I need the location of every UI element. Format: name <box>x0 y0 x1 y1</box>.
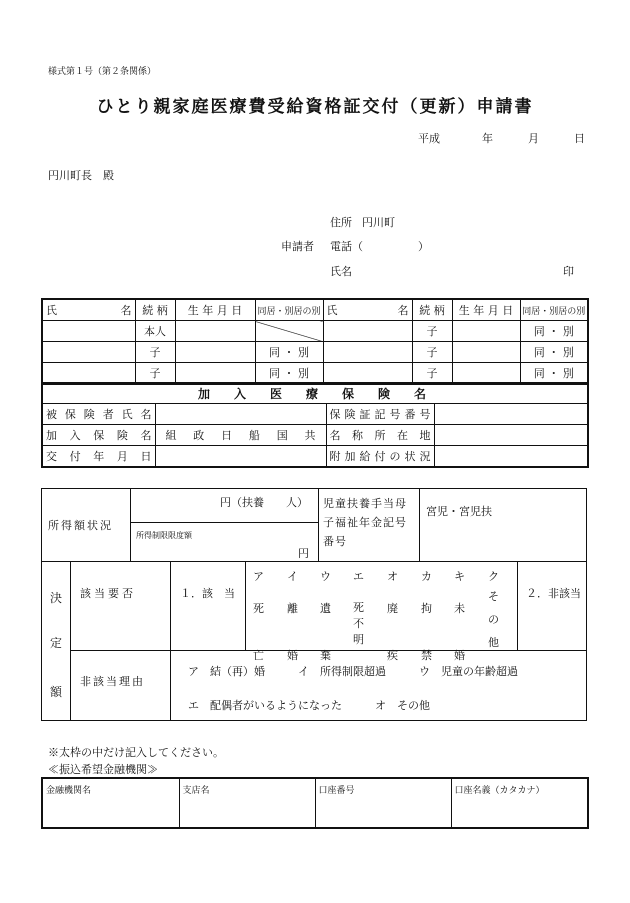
residence-cell[interactable]: 同 ・ 別 <box>520 321 588 342</box>
decision-side-label-2: 定 <box>50 636 63 650</box>
divider <box>70 561 71 721</box>
name-cell[interactable] <box>323 321 412 342</box>
category-text: 離婚 <box>287 602 298 662</box>
allowance-label: 児童扶養手当母子福祉年金記号番号 <box>323 497 407 548</box>
table-row <box>42 383 588 404</box>
issue-date-label: 交付年月日 <box>42 446 155 468</box>
reasons-line-2[interactable]: エ 配偶者がいるようになった オ その他 <box>188 699 430 712</box>
category-letter[interactable]: エ <box>353 570 364 583</box>
account-holder-field[interactable]: 口座名義（カタカナ） <box>451 778 588 828</box>
category-letter[interactable]: ア <box>253 570 264 583</box>
category-text: 未婚 <box>454 602 465 662</box>
birthdate-cell[interactable] <box>452 363 520 385</box>
date-month: 月 <box>528 132 539 145</box>
category-letter[interactable]: ク <box>488 570 499 583</box>
form-number: 様式第１号（第２条関係） <box>48 67 157 77</box>
card-number-label: 保険証記号番号 <box>326 404 434 425</box>
income-limit-yen: 円 <box>298 547 309 560</box>
issue-date-field[interactable] <box>155 446 326 468</box>
phone-field[interactable]: 電話（ ） <box>330 240 429 253</box>
divider <box>170 561 171 650</box>
decision-side-label-1: 決 <box>50 591 63 605</box>
allowance-value[interactable]: 宮児・宮児扶 <box>426 505 492 518</box>
category-text: 拘禁 <box>421 602 432 662</box>
divider <box>130 488 131 561</box>
table-row <box>42 425 588 446</box>
address-label: 住所 <box>330 216 352 229</box>
category-text: 廃疾 <box>387 602 398 662</box>
header-birthdate-2: 生 年 月 日 <box>452 299 520 321</box>
not-eligible-option[interactable]: ２．非該当 <box>526 587 581 600</box>
applicant-label: 申請者 <box>281 240 314 253</box>
eligibility-label: 該当要否 <box>80 587 136 600</box>
birthdate-cell[interactable] <box>452 321 520 342</box>
category-text: 死亡 <box>253 602 264 662</box>
header-residence-2: 同居・別居の別 <box>520 299 588 321</box>
category-letter[interactable]: キ <box>454 570 465 583</box>
extra-benefit-field[interactable] <box>434 446 588 468</box>
divider <box>170 650 171 721</box>
header-name-2: 氏 名 <box>323 299 412 321</box>
birthdate-cell[interactable] <box>175 342 255 363</box>
table-row <box>42 446 588 468</box>
date-day: 日 <box>574 132 585 145</box>
name-cell[interactable] <box>42 342 135 363</box>
income-label: 所得額状況 <box>48 519 113 532</box>
relation-cell: 子 <box>135 342 175 363</box>
residence-cell[interactable]: 同 ・ 別 <box>255 363 323 385</box>
account-number-field[interactable]: 口座番号 <box>315 778 451 828</box>
relation-cell: 子 <box>135 363 175 385</box>
category-letter[interactable]: ウ <box>320 570 331 583</box>
divider <box>318 488 319 561</box>
table-row <box>42 299 588 321</box>
birthdate-cell[interactable] <box>175 321 255 342</box>
header-relation: 続 柄 <box>135 299 175 321</box>
office-address-field[interactable] <box>434 425 588 446</box>
table-row <box>42 404 588 425</box>
residence-cell[interactable]: 同 ・ 別 <box>520 342 588 363</box>
office-address-label: 名称所在地 <box>326 425 434 446</box>
relation-cell: 本人 <box>135 321 175 342</box>
eligible-option[interactable]: １．該 当 <box>180 587 235 600</box>
date-year: 年 <box>482 132 493 145</box>
category-letter[interactable]: カ <box>421 570 432 583</box>
relation-cell: 子 <box>412 363 452 385</box>
bank-table <box>41 777 589 829</box>
income-dependents[interactable]: 円（扶養 人） <box>220 496 308 509</box>
birthdate-cell[interactable] <box>452 342 520 363</box>
category-text: 遺棄 <box>320 602 331 662</box>
header-birthdate: 生 年 月 日 <box>175 299 255 321</box>
page-title: ひとり親家庭医療費受給資格証交付（更新）申請書 <box>96 97 534 117</box>
header-name: 氏 名 <box>42 299 135 321</box>
reason-label: 非該当理由 <box>80 675 145 688</box>
header-relation-2: 続 柄 <box>412 299 452 321</box>
income-limit-label: 所得制限限度額 <box>136 531 192 540</box>
category-letter[interactable]: オ <box>387 570 398 583</box>
relation-cell: 子 <box>412 342 452 363</box>
insurance-type-label: 加入保険名 <box>42 425 155 446</box>
seal-mark: 印 <box>563 265 574 278</box>
divider <box>130 522 318 523</box>
address-field[interactable]: 円川町 <box>362 216 395 229</box>
category-text: その他 <box>488 590 499 649</box>
divider <box>419 488 420 561</box>
insurance-table <box>41 382 589 468</box>
bank-title: ≪振込希望金融機関≫ <box>48 763 158 776</box>
insured-name-label: 被保険者氏名 <box>42 404 155 425</box>
decision-side-label-3: 額 <box>50 685 63 699</box>
insured-name-field[interactable] <box>155 404 326 425</box>
date-era: 平成 <box>418 132 440 145</box>
divider <box>517 561 518 650</box>
header-residence: 同居・別居の別 <box>255 299 323 321</box>
table-row <box>42 778 588 828</box>
residence-cell[interactable]: 同 ・ 別 <box>520 363 588 385</box>
residence-cell-crossed <box>255 321 323 342</box>
extra-benefit-label: 附加給付の状況 <box>326 446 434 468</box>
residence-cell[interactable]: 同 ・ 別 <box>255 342 323 363</box>
table-row <box>42 321 588 342</box>
name-cell[interactable] <box>323 363 412 385</box>
reasons-line-1[interactable]: ア 結（再）婚 イ 所得制限超過 ウ 児童の年齢超過 <box>188 665 518 678</box>
bank-name-field[interactable]: 金融機関名 <box>42 778 179 828</box>
table-row <box>42 363 588 385</box>
name-cell[interactable] <box>42 321 135 342</box>
insurance-type-options[interactable]: 組 政 日 船 国 共 <box>155 425 326 446</box>
category-text: 死不明 <box>353 601 364 646</box>
income-divider <box>41 561 587 562</box>
category-letter[interactable]: イ <box>287 570 298 583</box>
name-cell[interactable] <box>323 342 412 363</box>
card-number-field[interactable] <box>434 404 588 425</box>
insurance-title: 加 入 医 療 保 険 名 <box>42 383 588 404</box>
name-cell[interactable] <box>42 363 135 385</box>
form-note: ※太枠の中だけ記入してください。 <box>48 746 224 759</box>
family-table <box>41 298 589 385</box>
relation-cell: 子 <box>412 321 452 342</box>
divider <box>245 561 246 650</box>
table-row <box>42 342 588 363</box>
birthdate-cell[interactable] <box>175 363 255 385</box>
branch-name-field[interactable]: 支店名 <box>179 778 315 828</box>
addressee: 円川町長 殿 <box>48 169 114 182</box>
name-label: 氏名 <box>330 265 352 278</box>
